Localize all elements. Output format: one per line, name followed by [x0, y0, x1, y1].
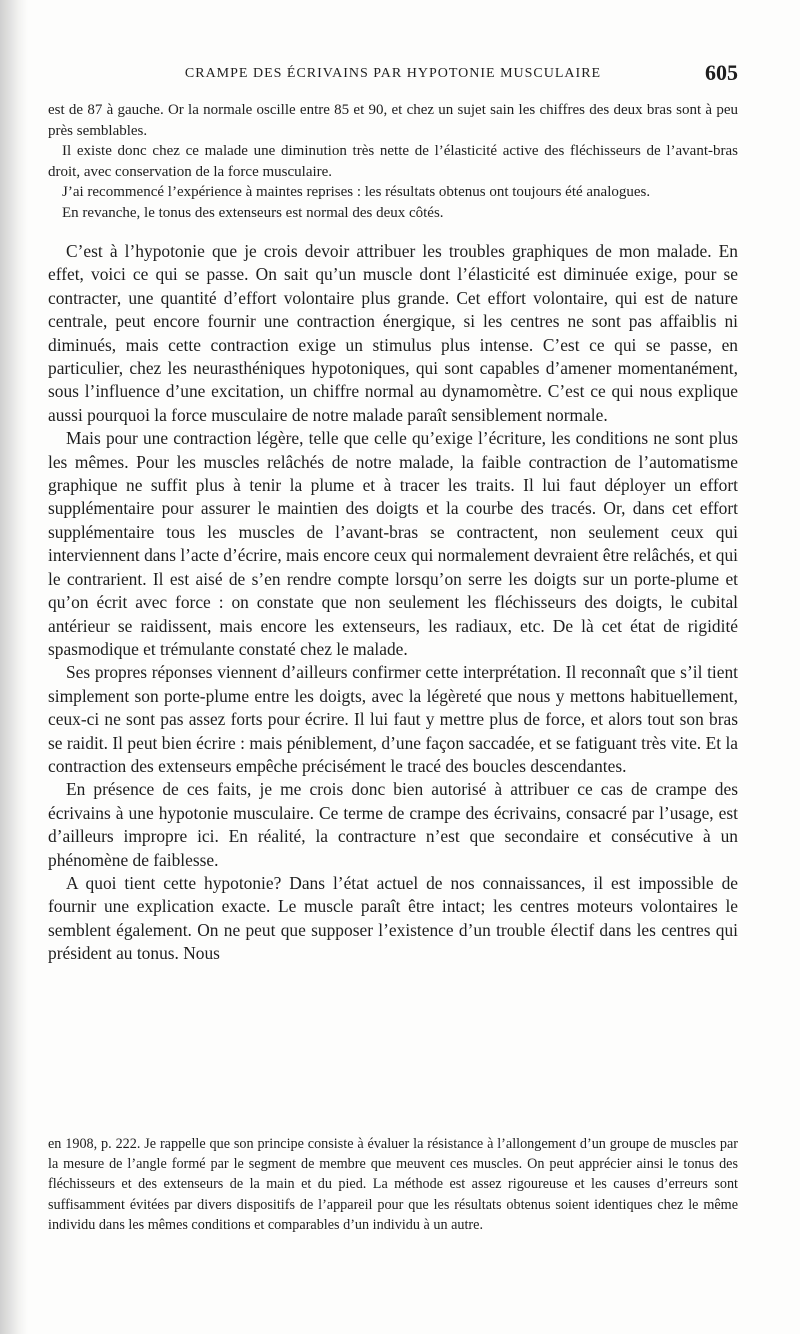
running-title: CRAMPE DES ÉCRIVAINS PAR HYPOTONIE MUSCULAIRE: [184, 66, 602, 81]
footnote-block: [48, 1134, 738, 1235]
small-text-block: [48, 100, 738, 223]
small-paragraph: Il existe donc chez ce malade une diminution très nette de l’élasticité active des fléchisseurs de l’avant-bras droit, avec conservation de la force musculaire.: [48, 143, 738, 180]
footnote: en 1908, p. 222. Je rappelle que son principe consiste à évaluer la résistance à l’allongement d’un groupe de muscles par la mesure de l’angle formé par le segment de membre que meuvent ces muscles. On peut apprécier ainsi le tonus des fléchisseurs et des extenseurs de la main et du pied. La méthode est assez rigoureuse et les causes d’erreurs sont suffisamment évitées par divers dispositifs de l’appareil pour que les résultats obtenus soient identiques chez le même individu dans les mêmes conditions et comparables d’un individu à un autre.: [48, 1136, 738, 1233]
body-paragraph: Ses propres réponses viennent d’ailleurs confirmer cette interprétation. Il reconnaît que s’il tient simplement son porte-plume entre les doigts, avec la légèreté que nous y mettons habituellement, ceux-ci ne sont pas assez forts pour écrire. Il lui faut y mettre plus de force, et alors tout son bras se raidit. Il peut bien écrire : mais péniblement, d’une façon saccadée, et se fatiguant très vite. Et la contraction des extenseurs empêche précisément le tracé des boucles descendantes.: [48, 662, 738, 776]
body-text: [48, 240, 738, 966]
body-paragraph: A quoi tient cette hypotonie? Dans l’état actuel de nos connaissances, il est impossible de fournir une explication exacte. Le muscle paraît être intact; les centres moteurs volontaires le semblent également. On ne peut que supposer l’existence d’un trouble électif dans les centres qui président au tonus. Nous: [48, 872, 738, 964]
body-paragraph: En présence de ces faits, je me crois donc bien autorisé à attribuer ce cas de crampe des écrivains à une hypotonie musculaire. Ce terme de crampe des écrivains, consacré par l’usage, est d’ailleurs impropre ici. En réalité, la contracture n’est que secondaire et consécutive à un phénomène de faiblesse.: [48, 779, 738, 870]
body-paragraph: C’est à l’hypotonie que je crois devoir attribuer les troubles graphiques de mon malade. En effet, voici ce qui se passe. On sait qu’un muscle dont l’élasticité est diminuée exige, pour se contracter, une quantité d’effort volontaire plus grande. Cet effort volontaire, qui est de nature centrale, peut encore fournir une contraction énergique, si les centres ne sont pas affaiblis ni diminués, mais cette contraction exige un stimulus plus intense. C’est ce qui se passe, en particulier, chez les neurasthéniques hypotoniques, qui sont capables d’amener momentanément, sous l’influence d’une excitation, un chiffre normal au dynamomètre. C’est ce qui nous explique aussi pourquoi la force musculaire de notre malade paraît sensiblement normale.: [48, 241, 738, 425]
small-paragraph: J’ai recommencé l’expérience à maintes reprises : les résultats obtenus ont toujours été analogues.: [62, 184, 651, 200]
page-number: 605: [705, 60, 738, 85]
body-paragraph: Mais pour une contraction légère, telle que celle qu’exige l’écriture, les conditions ne sont plus les mêmes. Pour les muscles relâchés de notre malade, la faible contraction de l’automatisme graphique ne suffit plus à tenir la plume et à tracer les traits. Il lui faut déployer un effort supplémentaire pour assurer le maintien des doigts et la courbe des tracés. Or, dans cet effort supplémentaire tous les muscles de l’avant-bras se contractent, non seulement ceux qui interviennent dans l’acte d’écrire, mais encore ceux qui normalement devraient être relâchés, et qui le contrarient. Il est aisé de s’en rendre compte lorsqu’on serre les doigts sur un porte-plume et qu’on écrit avec force : on constate que non seulement les fléchisseurs des doigts, le cubital antérieur se raidissent, mais encore les extenseurs, les radiaux, etc. De là cet état de rigidité spasmodique et trémulante constaté chez le malade.: [48, 428, 738, 659]
small-paragraph: En revanche, le tonus des extenseurs est normal des deux côtés.: [62, 204, 444, 221]
running-head: [48, 60, 738, 88]
small-paragraph: est de 87 à gauche. Or la normale oscille entre 85 et 90, et chez un sujet sain les chiffres des deux bras sont à peu près semblables.: [48, 102, 738, 139]
